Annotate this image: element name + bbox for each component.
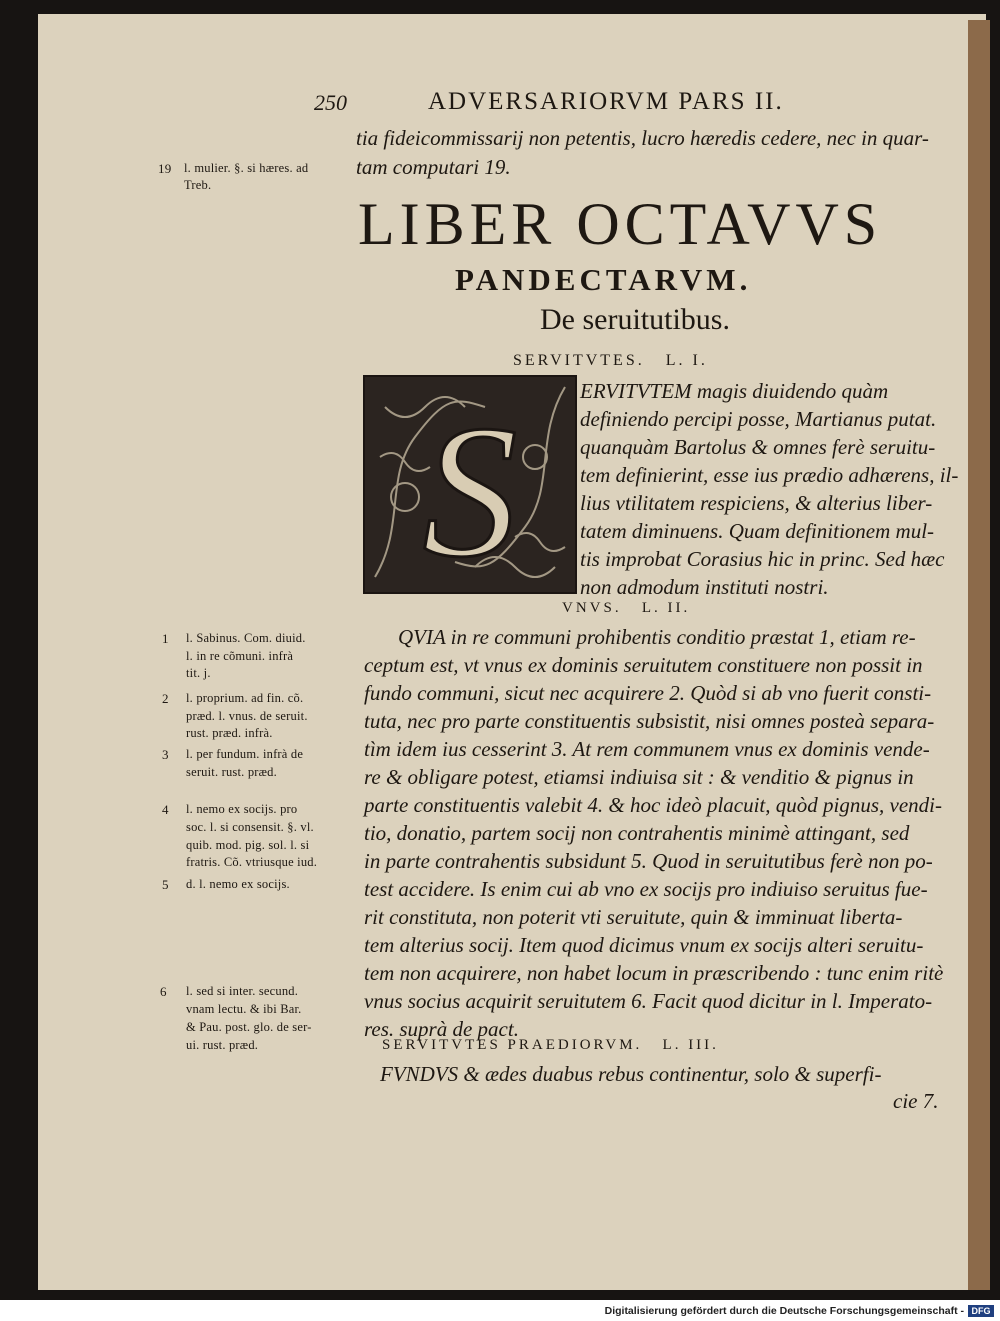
body-line: res. suprà de pact.: [364, 1017, 519, 1041]
margin-note-line: soc. l. si consensit. §. vl.: [186, 820, 314, 834]
book-title: LIBER OCTAVVS: [358, 191, 883, 257]
margin-note-number: 6: [160, 984, 167, 999]
margin-note-line: fratris. Cõ. vtriusque iud.: [186, 855, 318, 869]
body-line: in parte contrahentis subsidunt 5. Quod in seruitutibus ferè non po-: [364, 849, 933, 873]
law-heading: VNVS. L. II.: [562, 600, 691, 616]
body-line: tatem diminuens. Quam definitionem mul-: [580, 519, 935, 543]
margin-note-number: 1: [162, 631, 169, 646]
margin-note-line: l. Sabinus. Com. diuid.: [186, 631, 306, 645]
margin-note-number: 2: [162, 691, 169, 706]
margin-note-line: rust. præd. infrà.: [186, 726, 273, 740]
body-line: tìm idem ius cesserint 3. At rem communem vnus ex dominis vende-: [364, 737, 930, 761]
body-line: parte constituentis valebit 4. & hoc ideò placuit, quòd pignus, vendi-: [364, 793, 942, 817]
page-number: 250: [314, 90, 347, 115]
running-head: ADVERSARIORVM PARS II.: [428, 88, 784, 115]
dfg-logo: DFG: [968, 1305, 994, 1317]
body-line: QVIA in re communi prohibentis conditio præstat 1, etiam re-: [398, 625, 916, 649]
ornament-initial-icon: [365, 377, 575, 592]
margin-note-line: & Pau. post. glo. de ser-: [186, 1020, 312, 1034]
body-line: rit constituta, non poterit vti seruitute, quin & imminuat liberta-: [364, 905, 903, 929]
body-line: definiendo percipi posse, Martianus putat.: [580, 407, 937, 431]
law-heading: SERVITVTES. L. I.: [513, 352, 708, 369]
body-line: FVNDVS & ædes duabus rebus continentur, solo & superfi-: [380, 1062, 882, 1086]
margin-note-line: seruit. rust. præd.: [186, 765, 277, 779]
margin-note-line: præd. l. vnus. de seruit.: [186, 709, 308, 723]
body-line: tio, donatio, partem socij non contrahentis minimè attingant, sed: [364, 821, 910, 845]
margin-note-line: l. nemo ex socijs. pro: [186, 802, 298, 816]
decorated-initial-s: [363, 375, 577, 594]
margin-note-line: d. l. nemo ex socijs.: [186, 877, 290, 891]
footer-bar: [0, 1302, 1000, 1321]
carryover-line: tam computari 19.: [356, 155, 511, 179]
body-line: ERVITVTEM magis diuidendo quàm: [580, 379, 889, 403]
margin-note-line: quib. mod. pig. sol. l. si: [186, 838, 310, 852]
book-subtitle: PANDECTARVM.: [455, 262, 752, 297]
margin-note-number: 3: [162, 747, 169, 762]
body-line: ceptum est, vt vnus ex dominis seruitutem constituere non possit in: [364, 653, 923, 677]
body-line: vnus socius acquirit seruitutem 6. Facit quod dicitur in l. Imperato-: [364, 989, 933, 1013]
section-title: De seruitutibus.: [540, 303, 730, 336]
body-line: re & obligare potest, etiamsi indiuisa sit : & venditio & pignus in: [364, 765, 914, 789]
body-line: cie 7.: [893, 1089, 939, 1113]
margin-note-line: l. mulier. §. si hæres. ad: [184, 161, 309, 175]
body-line: tem non acquirere, non habet locum in præscribendo : tunc enim ritè: [364, 961, 944, 985]
body-line: tem alterius socij. Item quod dicimus vnum ex socijs alteri seruitu-: [364, 933, 924, 957]
footer-text: Digitalisierung gefördert durch die Deutsche Forschungsgemeinschaft -: [604, 1305, 964, 1317]
margin-note-number: 19: [158, 161, 172, 176]
margin-note-line: tit. j.: [186, 666, 211, 680]
margin-note-line: l. proprium. ad fin. cõ.: [186, 691, 304, 705]
margin-note-line: Treb.: [184, 178, 212, 192]
body-line: tem definierint, esse ius prædio adhærens, il-: [580, 463, 959, 487]
body-line: quanquàm Bartolus & omnes ferè seruitu-: [580, 435, 936, 459]
margin-note-number: 5: [162, 877, 169, 892]
body-line: non admodum instituti nostri.: [580, 575, 829, 599]
page-edge: [968, 20, 990, 1290]
svg-text:S: S: [422, 387, 518, 592]
law-heading: SERVITVTES PRAEDIORVM. L. III.: [382, 1037, 719, 1053]
margin-note-line: ui. rust. præd.: [186, 1038, 259, 1052]
body-line: tis improbat Corasius hic in princ. Sed hæc: [580, 547, 945, 571]
margin-note-line: l. in re cõmuni. infrà: [186, 649, 294, 663]
margin-note-line: l. sed si inter. secund.: [186, 984, 299, 998]
body-line: test accidere. Is enim cui ab vno ex socijs pro indiuiso seruitus fue-: [364, 877, 928, 901]
margin-note-number: 4: [162, 802, 169, 817]
margin-note-line: vnam lectu. & ibi Bar.: [186, 1002, 302, 1016]
body-line: tuta, nec pro parte constituentis subsistit, nisi omnes posteà separa-: [364, 709, 935, 733]
carryover-line: tia fideicommissarij non petentis, lucro hæredis cedere, nec in quar-: [356, 126, 929, 150]
margin-note-line: l. per fundum. infrà de: [186, 747, 304, 761]
body-line: fundo communi, sicut nec acquirere 2. Quòd si ab vno fuerit consti-: [364, 681, 932, 705]
body-line: lius vtilitatem respiciens, & alterius liber-: [580, 491, 933, 515]
